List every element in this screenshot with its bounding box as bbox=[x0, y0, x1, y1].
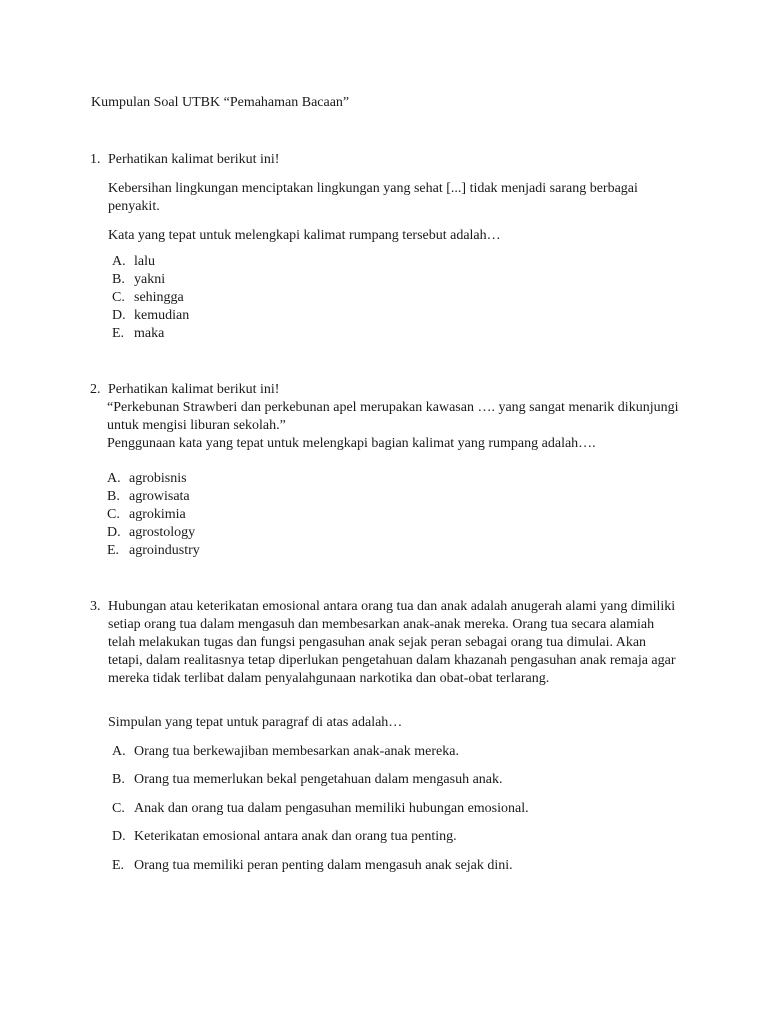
option-letter: E. bbox=[112, 326, 125, 341]
question-1-prompt: Perhatikan kalimat berikut ini! bbox=[108, 152, 280, 167]
question-3-question: Simpulan yang tepat untuk paragraf di atas adalah… bbox=[108, 715, 403, 730]
option-letter: B. bbox=[112, 772, 125, 787]
option-letter: D. bbox=[112, 829, 126, 844]
question-2-question: Penggunaan kata yang tepat untuk melengkapi bagian kalimat yang rumpang adalah…. bbox=[107, 436, 596, 451]
question-3-number-wrap bbox=[90, 598, 108, 616]
option-1c[interactable] bbox=[112, 289, 184, 307]
option-text: agrostology bbox=[129, 525, 196, 540]
option-3e[interactable] bbox=[112, 857, 513, 875]
option-text: Anak dan orang tua dalam pengasuhan memiliki hubungan emosional. bbox=[134, 801, 529, 816]
question-3-passage: Hubungan atau keterikatan emosional antara orang tua dan anak adalah anugerah alami yang dimiliki setiap orang tua dalam mengasuh dan membesarkan anak-anak mereka. Orang tua secara alamiah telah melakukan tugas dan fungsi pengasuhan anak sejak peran sebagai orang tua dimulai. Akan tetapi, dalam realitasnya tetap diperlukan pengetahuan dalam khazanah pengasuhan anak remaja agar mereka tidak terlibat dalam penyalahgunaan narkotika dan obat-obat terlarang. bbox=[108, 599, 676, 686]
option-letter: A. bbox=[107, 471, 121, 486]
option-3a[interactable] bbox=[112, 743, 459, 761]
option-2c[interactable] bbox=[107, 506, 186, 524]
question-1-passage: Kebersihan lingkungan menciptakan lingkungan yang sehat [...] tidak menjadi sarang berbagai penyakit. bbox=[108, 181, 638, 214]
option-text: agrokimia bbox=[129, 507, 186, 522]
option-text: Keterikatan emosional antara anak dan orang tua penting. bbox=[134, 829, 457, 844]
question-3-number: 3. bbox=[90, 599, 101, 614]
question-2-header bbox=[90, 381, 279, 399]
option-text: Orang tua memerlukan bekal pengetahuan dalam mengasuh anak. bbox=[134, 772, 503, 787]
option-text: maka bbox=[134, 326, 165, 341]
question-2-prompt: Perhatikan kalimat berikut ini! bbox=[108, 382, 280, 397]
question-1-question: Kata yang tepat untuk melengkapi kalimat rumpang tersebut adalah… bbox=[108, 228, 501, 243]
option-text: agrowisata bbox=[129, 489, 190, 504]
option-1a[interactable] bbox=[112, 253, 155, 271]
option-1e[interactable] bbox=[112, 325, 164, 343]
option-1d[interactable] bbox=[112, 307, 189, 325]
option-letter: D. bbox=[112, 308, 126, 323]
option-1b[interactable] bbox=[112, 271, 165, 289]
option-letter: E. bbox=[112, 858, 125, 873]
option-text: kemudian bbox=[134, 308, 190, 323]
option-text: Orang tua berkewajiban membesarkan anak-anak mereka. bbox=[134, 744, 459, 759]
option-2e[interactable] bbox=[107, 542, 200, 560]
question-1-header bbox=[90, 151, 279, 169]
option-text: Orang tua memiliki peran penting dalam mengasuh anak sejak dini. bbox=[134, 858, 513, 873]
option-text: yakni bbox=[134, 272, 166, 287]
option-3d[interactable] bbox=[112, 828, 457, 846]
option-letter: C. bbox=[112, 801, 125, 816]
option-text: lalu bbox=[134, 254, 155, 269]
option-letter: C. bbox=[112, 290, 125, 305]
option-letter: E. bbox=[107, 543, 120, 558]
option-text: agroindustry bbox=[129, 543, 200, 558]
option-letter: D. bbox=[107, 525, 121, 540]
page-title: Kumpulan Soal UTBK “Pemahaman Bacaan” bbox=[91, 95, 350, 110]
option-text: sehingga bbox=[134, 290, 184, 305]
question-1-number: 1. bbox=[90, 152, 101, 167]
question-2-passage: “Perkebunan Strawberi dan perkebunan apel merupakan kawasan …. yang sangat menarik dikunjungi untuk mengisi liburan sekolah.” bbox=[107, 400, 679, 433]
option-letter: B. bbox=[107, 489, 120, 504]
question-2-number: 2. bbox=[90, 382, 101, 397]
option-2b[interactable] bbox=[107, 488, 190, 506]
option-letter: C. bbox=[107, 507, 120, 522]
option-letter: B. bbox=[112, 272, 125, 287]
option-text: agrobisnis bbox=[129, 471, 187, 486]
option-2d[interactable] bbox=[107, 524, 195, 542]
option-letter: A. bbox=[112, 744, 126, 759]
option-3c[interactable] bbox=[112, 800, 529, 818]
option-letter: A. bbox=[112, 254, 126, 269]
option-3b[interactable] bbox=[112, 771, 503, 789]
option-2a[interactable] bbox=[107, 470, 187, 488]
